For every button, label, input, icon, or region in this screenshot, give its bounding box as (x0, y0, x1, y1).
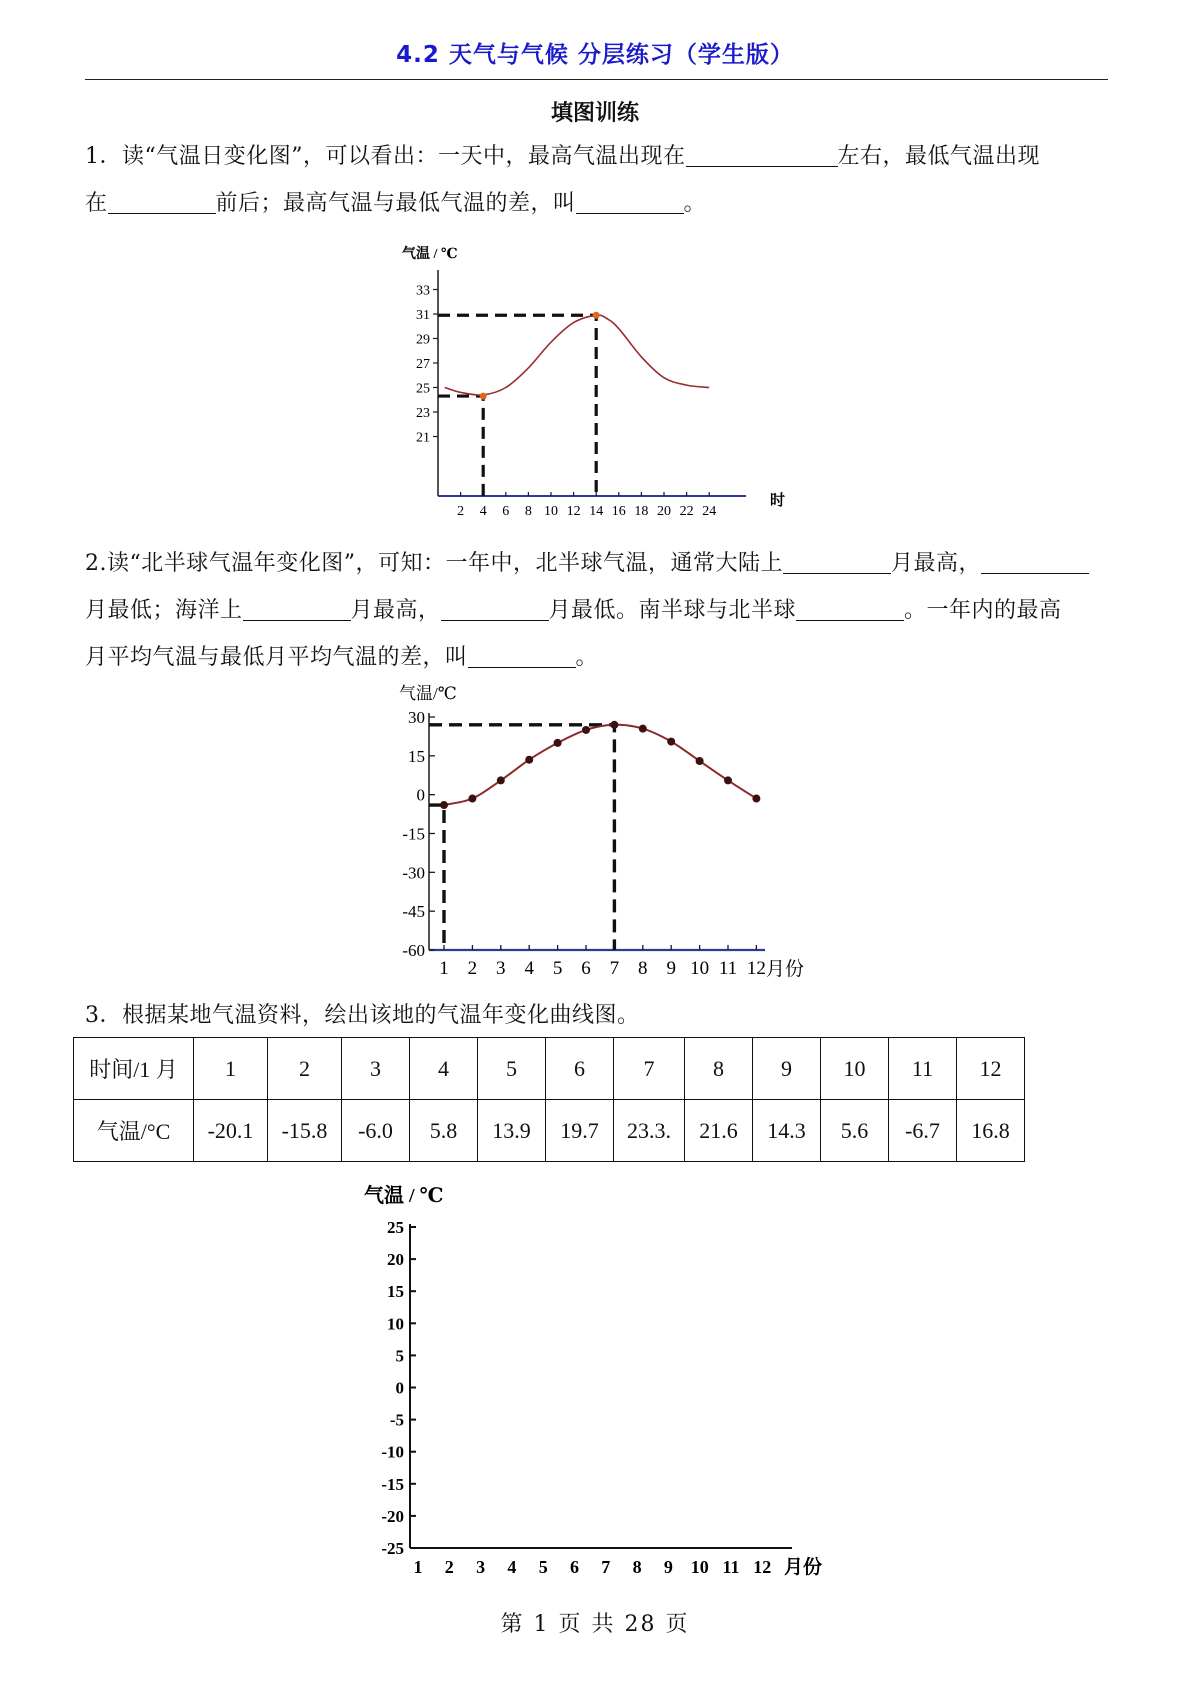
chart2-ytick-label: -15 (402, 824, 425, 844)
table-cell: 21.6 (685, 1100, 753, 1162)
chart2-data-point (468, 795, 476, 803)
chart1-xtick-label: 2 (457, 504, 465, 519)
q1-text-2: 左右，最低气温出现 (837, 144, 1041, 169)
chart1-xtick-label: 10 (544, 504, 558, 519)
page-footer: 第 1 页 共 28 页 (500, 1612, 690, 1637)
chart3-xtick-label: 5 (538, 1557, 548, 1577)
q2-text-5: 月最低。南半球与北半球 (548, 598, 797, 623)
chart2-ytick-label: 30 (408, 708, 425, 727)
chart1-xtick-label: 20 (657, 504, 671, 519)
chart2-xtick-label: 11 (718, 958, 738, 979)
table-cell: 1 (194, 1038, 268, 1100)
chart3-ytick-label: 25 (387, 1218, 404, 1237)
table-cell: 23.3. (614, 1100, 685, 1162)
q2-blank-6[interactable] (468, 643, 576, 668)
q1-number: 1． (85, 144, 122, 169)
q2-blank-5[interactable] (796, 596, 904, 621)
chart2-data-point (554, 739, 562, 747)
table-cell: 5.6 (821, 1100, 889, 1162)
table-row-months (74, 1038, 1025, 1100)
chart2-xtick-label: 9 (666, 958, 676, 979)
chart1-max-point (593, 312, 600, 319)
chart3-xtick-label: 6 (570, 1557, 579, 1577)
chart2-ytick-label: 15 (408, 746, 425, 766)
chart1-ytick-label: 27 (416, 357, 430, 372)
table-cell: 6 (546, 1038, 614, 1100)
chart1-ytick-label: 33 (416, 283, 430, 299)
q2-blank-2[interactable] (981, 549, 1089, 574)
table-cell: 10 (821, 1038, 889, 1100)
chart3-xtick-label: 8 (632, 1557, 642, 1577)
chart3-xtick-label: 10 (690, 1557, 709, 1577)
q1-text-1: 读“气温日变化图”，可以看出：一天中，最高气温出现在 (122, 144, 686, 169)
q2-blank-4[interactable] (441, 596, 549, 621)
chart1-min-point (480, 393, 487, 400)
q2-text-7: 月平均气温与最低月平均气温的差，叫 (85, 645, 468, 670)
chart2-data-point (696, 757, 704, 765)
chart1-max-guide (438, 315, 596, 496)
chart2-xlabel: 月份 (766, 959, 805, 980)
table-cell: 3 (342, 1038, 410, 1100)
chart2-ytick-label: -30 (402, 863, 425, 883)
chart2-curve (444, 725, 756, 805)
q2-text-3: 月最低；海洋上 (85, 598, 243, 623)
chart3-xlabel: 月份 (784, 1557, 823, 1578)
chart2-xtick-label: 5 (552, 958, 563, 979)
table-cell: -15.8 (268, 1100, 342, 1162)
q2-blank-1[interactable] (783, 549, 891, 574)
chart3-ytick-label: -10 (381, 1442, 404, 1462)
chart2-data-point (752, 795, 760, 803)
q1-text-5: 。 (683, 191, 707, 216)
chart2-xtick-label: 10 (690, 958, 710, 979)
chart1-ylabel: 气温 / ℃ (402, 247, 458, 262)
chart3-xtick-label: 1 (413, 1557, 423, 1577)
section-heading: 填图训练 (550, 101, 639, 126)
chart2-xtick-label: 8 (638, 958, 648, 979)
q2-blank-3[interactable] (243, 596, 351, 621)
chart2-data-point (440, 801, 448, 809)
chart3-ylabel: 气温 / ℃ (364, 1185, 444, 1207)
chart3-ytick-label: 5 (395, 1346, 404, 1366)
chart3-xtick-label: 9 (663, 1557, 673, 1577)
chart2-data-point (610, 721, 618, 729)
table-cell: 2 (268, 1038, 342, 1100)
table-cell: 11 (889, 1038, 957, 1100)
table-cell: 9 (753, 1038, 821, 1100)
table-cell: 12 (957, 1038, 1025, 1100)
chart1-xtick-label: 4 (479, 504, 487, 519)
q3-text: 根据某地气温资料，绘出该地的气温年变化曲线图。 (122, 1003, 640, 1028)
table-cell: 13.9 (478, 1100, 546, 1162)
page-title: 4.2 天气与气候 分层练习（学生版） (396, 42, 794, 68)
chart2-data-point (667, 738, 675, 746)
chart1-xtick-label: 12 (566, 504, 581, 519)
daily-temperature-chart (388, 240, 798, 520)
chart1-xtick-label: 22 (679, 504, 694, 519)
chart1-xtick-label: 16 (611, 504, 626, 519)
chart2-data-point (724, 776, 732, 784)
chart3-xtick-label: 4 (507, 1557, 517, 1577)
table-cell: 14.3 (753, 1100, 821, 1162)
chart2-ytick-label: 0 (416, 785, 425, 805)
table-row-temps (74, 1100, 1025, 1162)
blank-temperature-axes[interactable] (360, 1180, 840, 1585)
chart3-ytick-label: 0 (395, 1378, 404, 1398)
table-cell: 5 (478, 1038, 546, 1100)
q1-text-3: 在 (85, 191, 108, 216)
chart1-ytick-label: 25 (416, 381, 430, 397)
chart3-xtick-label: 12 (753, 1557, 772, 1577)
chart2-data-point (639, 725, 647, 733)
chart1-min-guide (438, 396, 483, 496)
table-header-temp: 气温/°C (74, 1100, 194, 1162)
chart1-ytick-label: 23 (416, 406, 430, 421)
chart1-ytick-label: 29 (416, 332, 430, 348)
q3-number: 3． (85, 1003, 122, 1028)
q2-text-6: 。一年内的最高 (904, 598, 1062, 623)
q1-text-4: 前后；最高气温与最低气温的差，叫 (215, 191, 576, 216)
q1-blank-2[interactable] (108, 189, 216, 214)
chart2-xtick-label: 3 (496, 958, 506, 979)
table-cell: -20.1 (194, 1100, 268, 1162)
chart1-xtick-label: 14 (589, 504, 604, 519)
chart2-xtick-label: 12 (746, 958, 766, 979)
chart1-ytick-label: 21 (416, 430, 430, 446)
chart1-ytick-label: 31 (416, 308, 430, 323)
table-cell: -6.7 (889, 1100, 957, 1162)
table-cell: 8 (685, 1038, 753, 1100)
table-header-month: 时间/1 月 (74, 1038, 194, 1100)
chart1-xtick-label: 8 (524, 504, 532, 519)
chart1-xtick-label: 6 (502, 504, 510, 519)
chart2-ylabel: 气温/℃ (399, 684, 457, 703)
chart2-xtick-label: 7 (609, 958, 620, 979)
chart3-xtick-label: 2 (444, 1557, 454, 1577)
chart2-data-point (525, 756, 533, 764)
chart2-data-point (497, 776, 505, 784)
q1-blank-3[interactable] (576, 189, 684, 214)
chart3-xtick-label: 11 (722, 1557, 740, 1577)
chart3-ytick-label: 15 (387, 1282, 404, 1302)
table-cell: -6.0 (342, 1100, 410, 1162)
chart1-xlabel: 时 (770, 493, 786, 509)
chart3-xtick-label: 7 (601, 1557, 611, 1577)
chart3-ytick-label: 20 (387, 1250, 404, 1270)
chart3-ytick-label: -25 (381, 1539, 404, 1558)
chart1-xtick-label: 24 (702, 504, 717, 519)
chart2-xtick-label: 2 (467, 958, 478, 979)
table-cell: 16.8 (957, 1100, 1025, 1162)
table-cell: 7 (614, 1038, 685, 1100)
chart2-ytick-label: -45 (402, 902, 425, 922)
q2-text-8: 。 (575, 645, 599, 670)
chart2-xtick-label: 1 (439, 958, 449, 979)
chart3-ytick-label: -20 (381, 1506, 404, 1526)
q1-blank-1[interactable] (686, 142, 838, 167)
q2-text-2: 月最高， (891, 551, 982, 576)
table-cell: 19.7 (546, 1100, 614, 1162)
question-3 (85, 992, 1110, 1039)
q2-number: 2. (85, 551, 107, 576)
table-cell: 5.8 (410, 1100, 478, 1162)
q2-text-4: 月最高， (350, 598, 441, 623)
annual-temperature-chart (385, 683, 815, 983)
question-2 (85, 540, 1110, 681)
chart2-data-point (582, 726, 590, 734)
chart3-ytick-label: 10 (387, 1314, 404, 1334)
header-divider (85, 79, 1108, 80)
question-1 (85, 133, 1110, 227)
chart1-xtick-label: 18 (634, 504, 649, 519)
chart2-xtick-label: 4 (524, 958, 534, 979)
chart3-ytick-label: -15 (381, 1474, 404, 1494)
chart3-xtick-label: 3 (476, 1557, 486, 1577)
chart3-ytick-label: -5 (389, 1410, 404, 1430)
chart2-max-guide (429, 725, 614, 950)
chart1-curve (445, 315, 709, 395)
chart2-ytick-label: -60 (402, 941, 425, 960)
q2-text-1: 读“北半球气温年变化图”，可知：一年中，北半球气温，通常大陆上 (107, 551, 783, 576)
chart2-min-guide (429, 805, 444, 950)
temperature-data-table (73, 1037, 1025, 1162)
table-cell: 4 (410, 1038, 478, 1100)
chart2-xtick-label: 6 (581, 958, 591, 979)
